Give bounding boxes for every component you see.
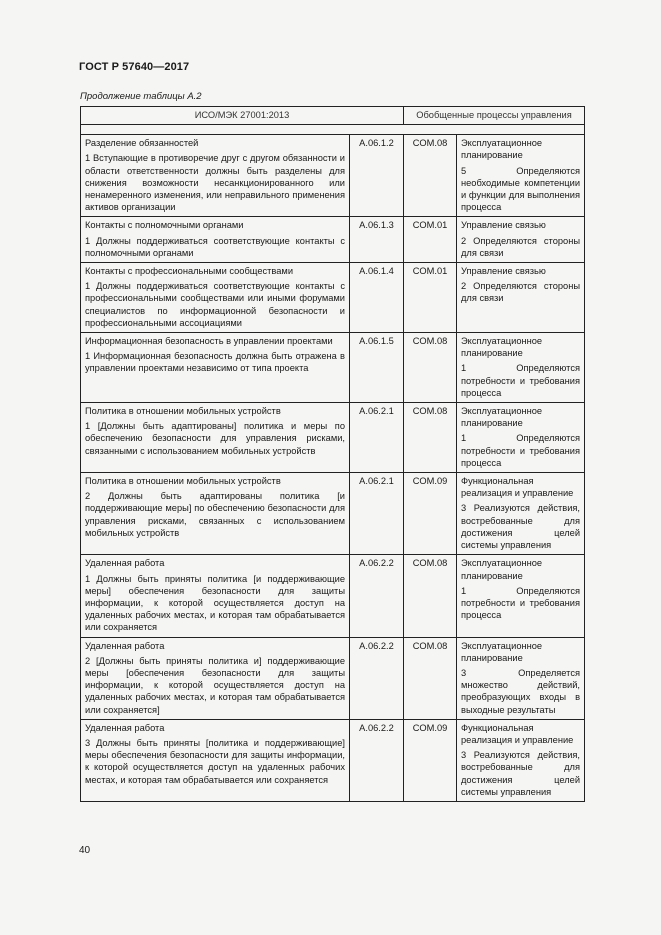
control-text: 3 Должны быть приняты [политика и поддерживающие] меры обеспечения безопасности для защиты информации, к которой осуществляется доступ на удаленных рабочих местах, и которая там обрабатывается или сохраняется	[85, 737, 345, 785]
control-code: А.06.1.5	[350, 333, 404, 403]
process-title: Эксплуатационное планирование	[461, 558, 543, 581]
process-description	[457, 473, 585, 555]
process-description	[457, 719, 585, 801]
header-iso-iec: ИСО/МЭК 27001:2013	[81, 107, 404, 125]
table-row	[81, 135, 585, 217]
process-description	[457, 263, 585, 333]
process-description	[457, 217, 585, 263]
process-description	[457, 555, 585, 637]
control-description	[81, 333, 350, 403]
control-description	[81, 263, 350, 333]
process-title: Функциональная реализация и управление	[461, 476, 574, 499]
control-title: Удаленная работа	[85, 558, 165, 569]
process-code: COM.08	[404, 135, 457, 217]
control-description	[81, 403, 350, 473]
control-text: 1 Должны поддерживаться соответствующие контакты с полномочными органами	[85, 235, 345, 258]
process-code: COM.01	[404, 217, 457, 263]
process-text: 2 Определяются стороны для связи	[461, 281, 581, 304]
table-continuation-caption: Продолжение таблицы А.2	[80, 91, 202, 102]
process-code: COM.08	[404, 555, 457, 637]
control-code: А.06.2.1	[350, 473, 404, 555]
mapping-table	[80, 106, 585, 802]
process-description	[457, 403, 585, 473]
process-code: COM.09	[404, 719, 457, 801]
control-description	[81, 473, 350, 555]
control-code: А.06.2.1	[350, 403, 404, 473]
process-title: Эксплуатационное планирование	[461, 406, 543, 429]
process-title: Управление связью	[461, 266, 546, 277]
process-description	[457, 333, 585, 403]
control-code: А.06.2.2	[350, 719, 404, 801]
table-row	[81, 263, 585, 333]
control-title: Удаленная работа	[85, 722, 165, 733]
control-code: А.06.2.2	[350, 637, 404, 719]
process-text: 3 Реализуются действия, востребованные для достижения целей системы управления	[461, 503, 581, 551]
process-title: Эксплуатационное планирование	[461, 336, 543, 359]
table-header-row	[81, 107, 585, 125]
header-generic-processes: Обобщенные процессы управления	[404, 107, 585, 125]
control-title: Контакты с профессиональными сообществами	[85, 266, 294, 277]
page-number: 40	[79, 845, 91, 856]
process-text: 2 Определяются стороны для связи	[461, 235, 581, 258]
process-code: COM.01	[404, 263, 457, 333]
control-title: Информационная безопасность в управлении проектами	[85, 336, 333, 347]
control-title: Политика в отношении мобильных устройств	[85, 406, 281, 417]
table-row	[81, 217, 585, 263]
process-code: COM.08	[404, 637, 457, 719]
standard-designation: ГОСТ Р 57640—2017	[79, 61, 190, 73]
table-row	[81, 719, 585, 801]
control-text: 1 [Должны быть адаптированы] политика и меры по обеспечению безопасности для управления рисками, связанными с использованием мобильных устройств	[85, 421, 345, 456]
table-row	[81, 555, 585, 637]
process-text: 1 Определяются потребности и требования процесса	[461, 363, 581, 398]
control-text: 1 Информационная безопасность должна быть отражена в управлении проектами независимо от типа проекта	[85, 351, 345, 374]
control-text: 1 Вступающие в противоречие друг с другом обязанности и области ответственности должны быть разделены для снижения возможности несанкционированного или ненамеренного изменения, или неправильного применения активов организации	[85, 153, 345, 213]
process-title: Эксплуатационное планирование	[461, 138, 543, 161]
control-text: 2 [Должны быть приняты политика и] поддерживающие меры [обеспечения безопасности для защиты информации, к которой осуществляется доступ на удаленных рабочих местах, и которая там обрабатывается или сохраняется]	[85, 655, 345, 715]
process-title: Управление связью	[461, 220, 546, 231]
control-title: Политика в отношении мобильных устройств	[85, 476, 281, 487]
control-title: Контакты с полномочными органами	[85, 220, 244, 231]
process-title: Функциональная реализация и управление	[461, 722, 574, 745]
control-description	[81, 637, 350, 719]
control-code: А.06.1.3	[350, 217, 404, 263]
process-text: 3 Определяется множество действий, преобразующих входы в выходные результаты	[461, 667, 581, 715]
control-text: 1 Должны поддерживаться соответствующие контакты с профессиональными сообществами или иными форумами специалистов по информационной безопасности и профессиональными ассоциациями	[85, 281, 345, 328]
control-text: 1 Должны быть приняты политика [и поддерживающие меры] обеспечения безопасности для защиты информации, к которой осуществляется доступ на удаленных рабочих местах, и которая там обрабатывается или сохраняется	[85, 573, 345, 633]
table-row	[81, 473, 585, 555]
process-code: COM.09	[404, 473, 457, 555]
process-description	[457, 135, 585, 217]
header-spacer	[81, 125, 585, 135]
process-code: COM.08	[404, 403, 457, 473]
control-title: Удаленная работа	[85, 640, 165, 651]
control-text: 2 Должны быть адаптированы политика [и поддерживающие меры] по обеспечению безопасности для управления рисками, связанных с использованием мобильных устройств	[85, 491, 345, 538]
process-text: 5 Определяются необходимые компетенции и функции для выполнения процесса	[461, 165, 581, 213]
control-description	[81, 719, 350, 801]
control-description	[81, 217, 350, 263]
control-code: А.06.1.4	[350, 263, 404, 333]
table-row	[81, 637, 585, 719]
process-text: 1 Определяются потребности и требования процесса	[461, 585, 581, 621]
process-code: COM.08	[404, 333, 457, 403]
control-description	[81, 135, 350, 217]
process-text: 3 Реализуются действия, востребованные для достижения целей системы управления	[461, 750, 581, 797]
control-code: А.06.1.2	[350, 135, 404, 217]
process-description	[457, 637, 585, 719]
control-code: А.06.2.2	[350, 555, 404, 637]
process-text: 1 Определяются потребности и требования процесса	[461, 433, 581, 468]
control-title: Разделение обязанностей	[85, 138, 199, 149]
table-row	[81, 403, 585, 473]
table-row	[81, 333, 585, 403]
process-title: Эксплуатационное планирование	[461, 640, 543, 663]
control-description	[81, 555, 350, 637]
